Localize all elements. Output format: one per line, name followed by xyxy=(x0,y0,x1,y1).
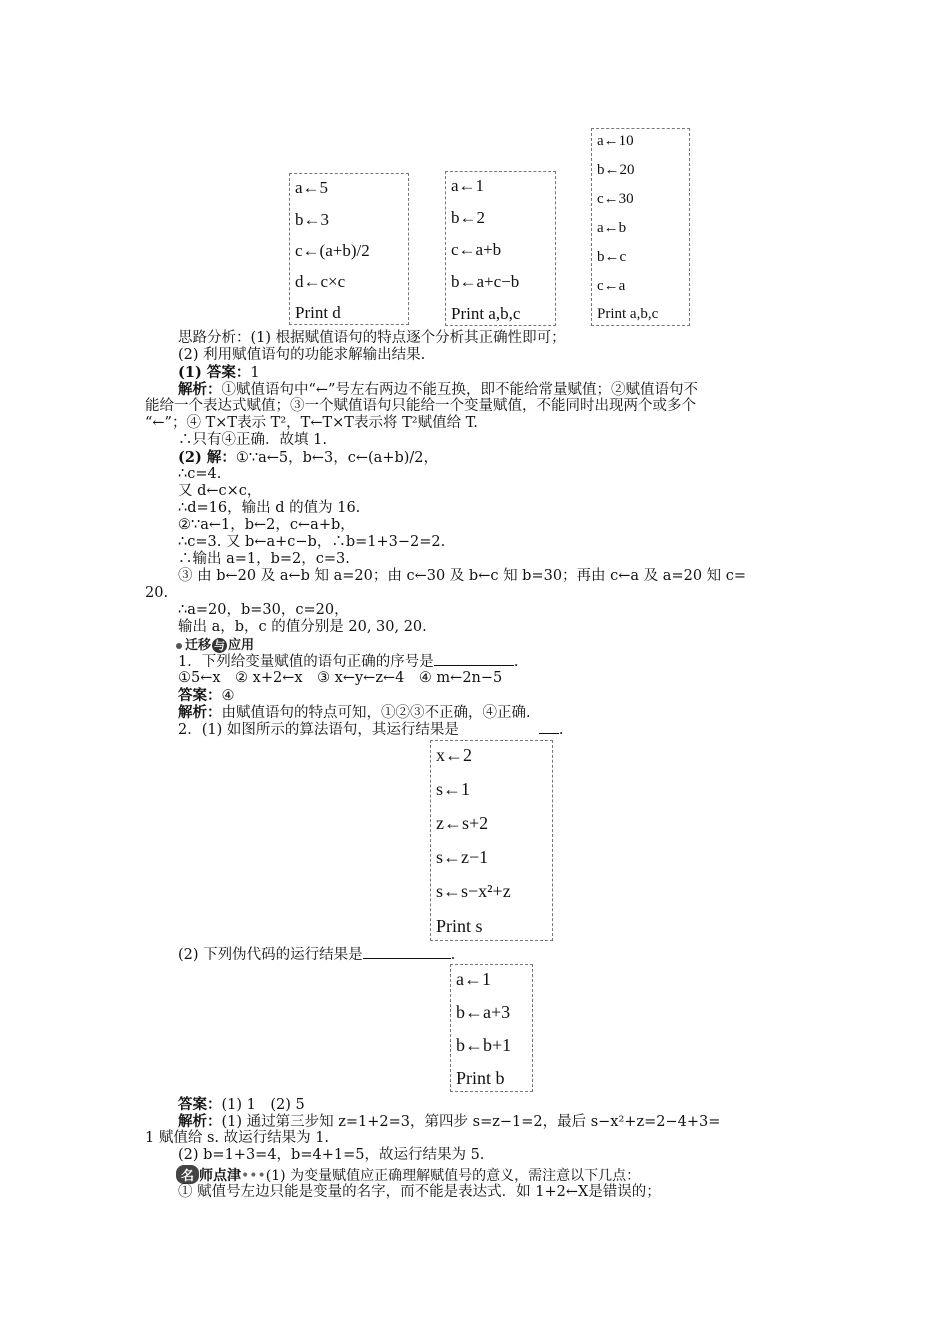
explanation-line: “←”；④ T×T表示 T²，T←T×T表示将 T²赋值给 T. xyxy=(145,415,478,431)
question-2-part-2 xyxy=(178,946,455,964)
teacher-text: (1) 为变量赋值应正确理解赋值号的意义，需注意以下几点： xyxy=(265,1168,641,1184)
teacher-label: 师点津 xyxy=(199,1168,242,1184)
code-line: b←20 xyxy=(597,162,635,178)
code-box-3 xyxy=(591,128,690,326)
solution-line: 输出 a，b，c 的值分别是 20, 30, 20. xyxy=(178,619,427,635)
code-line: a←1 xyxy=(456,969,491,989)
badge-text: 应用 xyxy=(228,638,255,653)
explanation-line xyxy=(178,381,698,399)
explanation-label: 解析： xyxy=(178,381,222,398)
solution-line: ∴d=16，输出 d 的值为 16. xyxy=(178,500,361,516)
question-text: 1．下列给变量赋值的语句正确的序号是 xyxy=(178,654,434,670)
answer-blank xyxy=(539,721,559,734)
code-line: s←s−x²+z xyxy=(436,881,511,901)
answer-blank xyxy=(363,946,451,959)
code-line: x←2 xyxy=(436,745,472,765)
code-line: Print a,b,c xyxy=(597,306,659,322)
answer-label: (1) 答案： xyxy=(178,364,251,381)
question-1 xyxy=(178,653,518,671)
question-end: . xyxy=(513,654,519,670)
code-box-2 xyxy=(445,171,556,326)
teacher-tip xyxy=(176,1165,640,1185)
code-line: c←a xyxy=(597,278,626,294)
question-2 xyxy=(178,721,563,739)
tip-line: ① 赋值号左边只能是变量的名字，而不能是表达式．如 1+2←X是错误的； xyxy=(178,1184,661,1200)
code-line: b←3 xyxy=(295,210,329,229)
code-line: s←1 xyxy=(436,779,471,799)
solution-text: ①∵a←5，b←3，c←(a+b)/2， xyxy=(235,450,439,466)
bullet-icon xyxy=(176,643,182,649)
solution-line: ∴输出 a=1，b=2，c=3. xyxy=(178,551,350,567)
code-line: Print a,b,c xyxy=(451,304,521,323)
teacher-mark-icon: 名 xyxy=(176,1165,199,1184)
solution-line: 20. xyxy=(145,585,169,601)
answer-label: 答案： xyxy=(178,1096,222,1113)
code-line: b←b+1 xyxy=(456,1035,512,1055)
solution-line: ∴c=3. 又 b←a+c−b，∴b=1+3−2=2. xyxy=(178,534,446,550)
explanation-text: ①赋值语句中“←”号左右两边不能互换，即不能给常量赋值；②赋值语句不 xyxy=(221,382,698,398)
explanation-text: 由赋值语句的特点可知，①②③不正确，④正确. xyxy=(221,705,531,721)
answer-line xyxy=(178,687,235,705)
solution-line: ③ 由 b←20 及 a←b 知 a=20；由 c←30 及 b←c 知 b=30；再由 c←a 及 a=20 知 c= xyxy=(178,568,747,584)
code-line: Print d xyxy=(295,303,341,322)
code-line: a←1 xyxy=(451,176,485,195)
solution-line: ∴a=20，b=30，c=20， xyxy=(178,602,349,618)
analysis-line: (2) 利用赋值语句的功能求解输出结果. xyxy=(178,347,426,363)
solution-line: ②∵a←1，b←2，c←a+b， xyxy=(178,517,355,533)
code-line: c←30 xyxy=(597,191,634,207)
code-line: c←(a+b)/2 xyxy=(295,241,370,260)
code-line: d←c×c xyxy=(295,272,346,291)
code-box-4 xyxy=(430,740,553,941)
code-box-1 xyxy=(289,173,409,325)
explanation-line xyxy=(178,1113,720,1131)
explanation-label: 解析： xyxy=(178,1113,222,1130)
answer-line xyxy=(178,364,260,382)
answer-blank xyxy=(434,653,514,666)
answer-value: ④ xyxy=(221,688,235,704)
explanation-line: (2) b=1+3=4，b=4+1=5，故运行结果为 5. xyxy=(178,1147,485,1163)
code-line: b←c xyxy=(597,249,627,265)
solution-line: ∴c=4. xyxy=(178,466,222,482)
code-line: c←a+b xyxy=(451,240,502,259)
question-text: (2) 下列伪代码的运行结果是 xyxy=(178,947,363,963)
code-box-5 xyxy=(450,964,533,1092)
code-line: b←2 xyxy=(451,208,485,227)
code-line: z←s+2 xyxy=(436,813,489,833)
question-end: . xyxy=(558,722,564,738)
answer-label: 答案： xyxy=(178,687,222,704)
answer-blank xyxy=(459,722,539,734)
explanation-line: 能给一个表达式赋值；③一个赋值语句只能给一个变量赋值，不能同时出现两个或多个 xyxy=(145,398,696,414)
code-line: b←a+3 xyxy=(456,1002,511,1022)
solution-line xyxy=(178,449,438,467)
question-text: 2．(1) 如图所示的算法语句，其运行结果是 xyxy=(178,722,459,738)
dots-icon: ••• xyxy=(241,1168,266,1184)
explanation-line: 1 赋值给 s. 故运行结果为 1. xyxy=(145,1130,330,1146)
code-line: Print s xyxy=(436,916,483,936)
explanation-line xyxy=(178,704,531,722)
answer-value: (1) 1 (2) 5 xyxy=(221,1097,305,1113)
answer-line xyxy=(178,1096,305,1114)
solution-line: 又 d←c×c， xyxy=(178,483,262,499)
code-line: s←z−1 xyxy=(436,847,489,867)
badge-text: 迁移 xyxy=(185,638,212,653)
section-badge xyxy=(176,634,254,653)
question-end: . xyxy=(450,947,456,963)
answer-value: 1 xyxy=(250,365,260,381)
analysis-line: 思路分析：(1) 根据赋值语句的特点逐个分析其正确性即可； xyxy=(178,330,566,346)
code-line: b←a+c−b xyxy=(451,272,520,291)
explanation-label: 解析： xyxy=(178,704,222,721)
code-line: a←b xyxy=(597,220,627,236)
code-line: a←10 xyxy=(597,133,634,149)
code-line: a←5 xyxy=(295,178,329,197)
solution-label: (2) 解： xyxy=(178,449,236,466)
code-line: Print b xyxy=(456,1068,505,1088)
question-1-options: ①5←x ② x+2←x ③ x←y←z←4 ④ m←2n−5 xyxy=(178,670,503,686)
explanation-text: (1) 通过第三步知 z=1+2=3，第四步 s=z−1=2，最后 s−x²+z=2−4+3= xyxy=(221,1114,721,1130)
explanation-line: ∴只有④正确．故填 1. xyxy=(178,432,327,448)
badge-circle: 与 xyxy=(214,639,226,652)
